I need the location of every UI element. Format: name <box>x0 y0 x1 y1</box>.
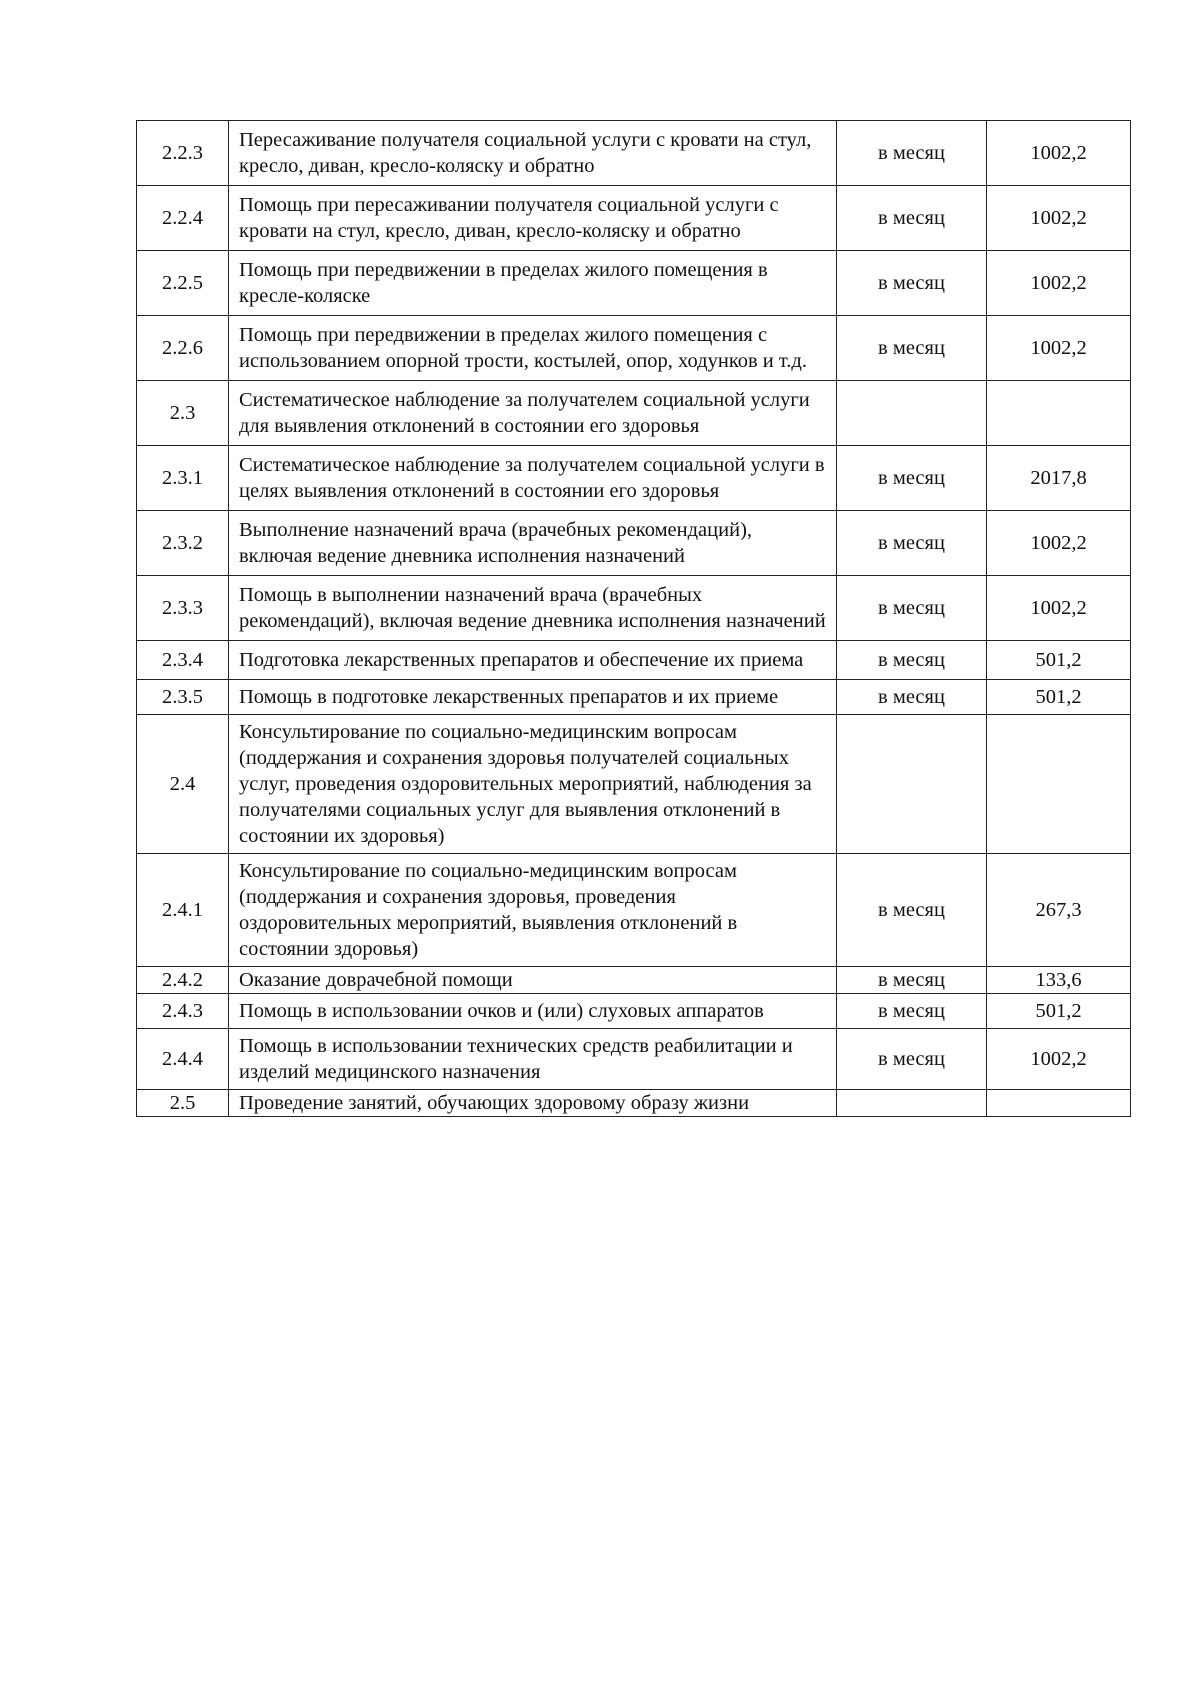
service-code-cell: 2.3 <box>137 381 229 446</box>
service-code-cell: 2.4.2 <box>137 967 229 994</box>
service-name-cell: Консультирование по социально-медицинским вопросам (поддержания и сохранения здоровья получателей социальных услуг, проведения оздоровительных мероприятий, наблюдения за получателями социальных услуг для выявления отклонений в состоянии их здоровья) <box>229 715 837 854</box>
price-cell: 1002,2 <box>987 251 1131 316</box>
price-cell: 501,2 <box>987 680 1131 715</box>
service-name-cell: Помощь при передвижении в пределах жилого помещения с использованием опорной трости, костылей, опор, ходунков и т.д. <box>229 316 837 381</box>
price-cell: 1002,2 <box>987 186 1131 251</box>
unit-cell: в месяц <box>837 576 987 641</box>
service-code-cell: 2.3.3 <box>137 576 229 641</box>
unit-cell: в месяц <box>837 854 987 967</box>
service-name-cell: Помощь в выполнении назначений врача (врачебных рекомендаций), включая ведение дневника исполнения назначений <box>229 576 837 641</box>
price-cell: 1002,2 <box>987 121 1131 186</box>
price-cell: 1002,2 <box>987 576 1131 641</box>
table-row <box>137 1090 1131 1117</box>
service-code-cell: 2.3.5 <box>137 680 229 715</box>
price-cell: 267,3 <box>987 854 1131 967</box>
table-row <box>137 511 1131 576</box>
service-name-cell: Помощь при передвижении в пределах жилого помещения в кресле-коляске <box>229 251 837 316</box>
unit-cell: в месяц <box>837 186 987 251</box>
service-name-cell: Систематическое наблюдение за получателем социальной услуги для выявления отклонений в состоянии его здоровья <box>229 381 837 446</box>
price-cell: 1002,2 <box>987 1029 1131 1090</box>
price-cell: 501,2 <box>987 994 1131 1029</box>
service-code-cell: 2.3.4 <box>137 641 229 680</box>
price-cell: 133,6 <box>987 967 1131 994</box>
unit-cell: в месяц <box>837 680 987 715</box>
table-row <box>137 251 1131 316</box>
service-code-cell: 2.4.1 <box>137 854 229 967</box>
unit-cell: в месяц <box>837 641 987 680</box>
service-name-cell: Пересаживание получателя социальной услуги с кровати на стул, кресло, диван, кресло-коляску и обратно <box>229 121 837 186</box>
table-row <box>137 576 1131 641</box>
table-row <box>137 121 1131 186</box>
unit-cell: в месяц <box>837 994 987 1029</box>
unit-cell: в месяц <box>837 121 987 186</box>
table-row <box>137 967 1131 994</box>
table-row <box>137 994 1131 1029</box>
table-row <box>137 680 1131 715</box>
table-row <box>137 316 1131 381</box>
price-cell: 2017,8 <box>987 446 1131 511</box>
service-name-cell: Помощь в использовании очков и (или) слуховых аппаратов <box>229 994 837 1029</box>
unit-cell <box>837 715 987 854</box>
table-body <box>137 121 1131 1117</box>
unit-cell <box>837 1090 987 1117</box>
services-price-table <box>136 120 1131 1117</box>
price-cell: 1002,2 <box>987 316 1131 381</box>
price-cell: 1002,2 <box>987 511 1131 576</box>
service-code-cell: 2.2.3 <box>137 121 229 186</box>
service-code-cell: 2.3.2 <box>137 511 229 576</box>
table-row <box>137 446 1131 511</box>
table-row <box>137 381 1131 446</box>
service-code-cell: 2.5 <box>137 1090 229 1117</box>
service-name-cell: Подготовка лекарственных препаратов и обеспечение их приема <box>229 641 837 680</box>
service-name-cell: Выполнение назначений врача (врачебных рекомендаций), включая ведение дневника исполнения назначений <box>229 511 837 576</box>
service-name-cell: Систематическое наблюдение за получателем социальной услуги в целях выявления отклонений в состоянии его здоровья <box>229 446 837 511</box>
service-code-cell: 2.3.1 <box>137 446 229 511</box>
service-name-cell: Помощь при пересаживании получателя социальной услуги с кровати на стул, кресло, диван, кресло-коляску и обратно <box>229 186 837 251</box>
unit-cell <box>837 381 987 446</box>
service-code-cell: 2.4.4 <box>137 1029 229 1090</box>
price-cell <box>987 1090 1131 1117</box>
service-name-cell: Помощь в подготовке лекарственных препаратов и их приеме <box>229 680 837 715</box>
unit-cell: в месяц <box>837 511 987 576</box>
service-name-cell: Оказание доврачебной помощи <box>229 967 837 994</box>
unit-cell: в месяц <box>837 446 987 511</box>
table-row <box>137 186 1131 251</box>
service-name-cell: Помощь в использовании технических средств реабилитации и изделий медицинского назначения <box>229 1029 837 1090</box>
service-name-cell: Консультирование по социально-медицинским вопросам (поддержания и сохранения здоровья, проведения оздоровительных мероприятий, выявления отклонений в состоянии здоровья) <box>229 854 837 967</box>
price-cell: 501,2 <box>987 641 1131 680</box>
service-code-cell: 2.4.3 <box>137 994 229 1029</box>
table-row <box>137 715 1131 854</box>
service-code-cell: 2.4 <box>137 715 229 854</box>
unit-cell: в месяц <box>837 251 987 316</box>
table-row <box>137 1029 1131 1090</box>
table-row <box>137 854 1131 967</box>
service-code-cell: 2.2.6 <box>137 316 229 381</box>
service-code-cell: 2.2.4 <box>137 186 229 251</box>
unit-cell: в месяц <box>837 967 987 994</box>
service-name-cell: Проведение занятий, обучающих здоровому образу жизни <box>229 1090 837 1117</box>
unit-cell: в месяц <box>837 316 987 381</box>
table-row <box>137 641 1131 680</box>
service-code-cell: 2.2.5 <box>137 251 229 316</box>
price-cell <box>987 381 1131 446</box>
price-cell <box>987 715 1131 854</box>
unit-cell: в месяц <box>837 1029 987 1090</box>
